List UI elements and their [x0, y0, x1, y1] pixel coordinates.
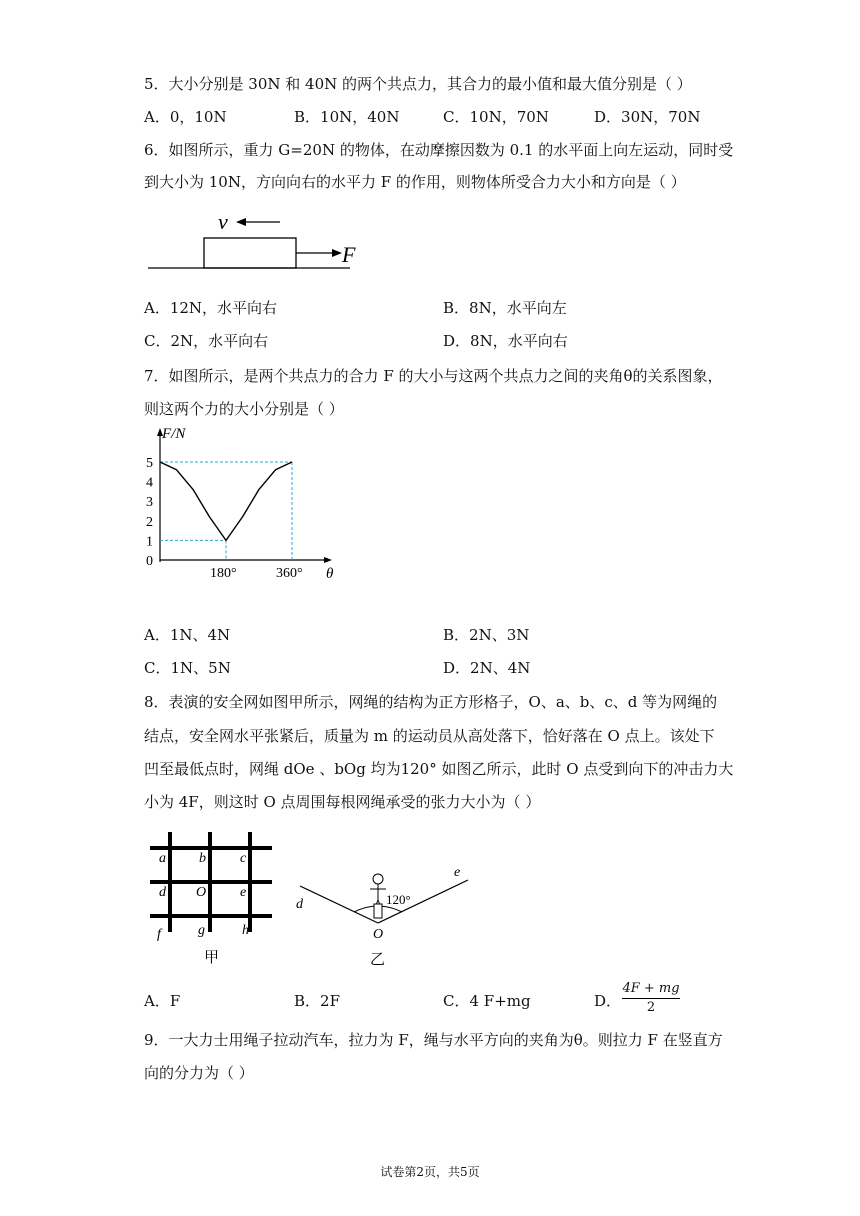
q8-stem-line4: 小为 4F，则这时 O 点周围每根网绳承受的张力大小为（ ） [144, 793, 541, 811]
q6-option-d: D．8N，水平向右 [443, 332, 568, 350]
q7-stem-line1: 7．如图所示，是两个共点力的合力 F 的大小与这两个共点力之间的夹角θ的关系图象， [144, 367, 723, 385]
velocity-label: v [218, 209, 228, 234]
q5-option-a: A．0，10N [144, 108, 227, 126]
figure-yi-caption: 乙 [370, 952, 386, 968]
net-ropes [150, 832, 272, 932]
node-a: a [159, 851, 166, 866]
q8-option-c: C．4 F+mg [443, 992, 531, 1010]
chart-x-axis-label: θ [326, 566, 334, 582]
q7-option-c: C．1N、5N [144, 659, 231, 677]
q7-stem-line2: 则这两个力的大小分别是（ ） [144, 400, 344, 418]
x-tick-label-360: 360° [276, 566, 303, 581]
athlete-icon [370, 874, 386, 918]
chart-series [160, 462, 292, 540]
label-d: d [296, 897, 303, 912]
block [204, 238, 296, 268]
angle-label: 120° [386, 892, 411, 907]
force-arrowhead [332, 249, 342, 257]
q8-option-b: B．2F [294, 992, 340, 1010]
q5-option-d: D．30N，70N [594, 108, 701, 126]
node-d: d [159, 885, 166, 900]
q5-option-c: C．10N，70N [443, 108, 549, 126]
chart-tick-labels [146, 456, 303, 581]
node-g: g [198, 923, 205, 938]
chart-y-axis-label: F/N [162, 426, 186, 442]
node-h: h [242, 923, 249, 938]
x-axis-arrowhead [324, 557, 332, 563]
q8-option-d-fraction [620, 981, 682, 1016]
q9-stem-line1: 9．一大力士用绳子拉动汽车，拉力为 F，绳与水平方向的夹角为θ。则拉力 F 在竖直方 [144, 1031, 723, 1049]
page-footer: 试卷第2页，共5页 [380, 1165, 480, 1179]
q8-stem-line1: 8．表演的安全网如图甲所示，网绳的结构为正方形格子，O、a、b、c、d 等为网绳的 [144, 693, 718, 711]
y-tick-label-3: 3 [146, 495, 153, 511]
q6-stem-line2: 到大小为 10N，方向向右的水平力 F 的作用，则物体所受合力大小和方向是（ ） [144, 173, 686, 191]
q8-stem-line2: 结点，安全网水平张紧后，质量为 m 的运动员从高处落下，恰好落在 O 点上。该处下 [144, 727, 715, 745]
q8-rope-v-figure [290, 852, 480, 972]
node-e: e [240, 885, 247, 900]
q5-stem: 5．大小分别是 30N 和 40N 的两个共点力，其合力的最小值和最大值分别是（ ） [144, 75, 692, 93]
chart-guide-lines [160, 462, 292, 560]
velocity-arrowhead [236, 218, 246, 226]
force-label: F [342, 242, 356, 267]
y-tick-label-2: 2 [146, 514, 153, 530]
fraction-denominator: 2 [646, 1000, 656, 1015]
figure-jia-caption: 甲 [204, 950, 220, 966]
q8-option-a: A．F [144, 992, 181, 1010]
y-tick-label-4: 4 [146, 475, 153, 491]
q6-option-b: B．8N，水平向左 [443, 299, 567, 317]
q7-force-angle-chart [140, 422, 360, 587]
node-f: f [157, 927, 161, 942]
node-b: b [199, 851, 206, 866]
force-curve [160, 462, 292, 540]
q7-option-b: B．2N、3N [443, 626, 530, 644]
y-tick-label-0: 0 [146, 554, 153, 569]
q8-net-grid-figure [146, 828, 278, 970]
rope-d [300, 886, 378, 923]
q8-stem-line3: 凹至最低点时，网绳 dOe 、bOg 均为120° 如图乙所示，此时 O 点受到向下的冲击力大 [144, 760, 734, 778]
q7-option-a: A．1N、4N [144, 626, 231, 644]
y-tick-label-1: 1 [146, 534, 153, 550]
y-tick-label-5: 5 [146, 456, 153, 471]
q7-option-d: D．2N、4N [443, 659, 531, 677]
node-c: c [240, 851, 247, 866]
q6-block-figure [140, 205, 370, 275]
q9-stem-line2: 向的分力为（ ） [144, 1064, 254, 1082]
label-e: e [454, 865, 461, 880]
q6-option-c: C．2N，水平向右 [144, 332, 269, 350]
q6-stem-line1: 6．如图所示，重力 G=20N 的物体，在动摩擦因数为 0.1 的水平面上向左运动，同时受 [144, 141, 734, 159]
fraction-bar [622, 998, 680, 999]
q5-option-b: B．10N，40N [294, 108, 400, 126]
q6-option-a: A．12N，水平向右 [144, 299, 278, 317]
fraction-numerator: 4F + mg [622, 981, 680, 996]
label-o: O [373, 927, 384, 942]
x-tick-label-180: 180° [210, 566, 237, 581]
node-o: O [196, 885, 207, 900]
q8-option-d-prefix: D． [594, 992, 622, 1010]
chart-axes [157, 428, 332, 563]
